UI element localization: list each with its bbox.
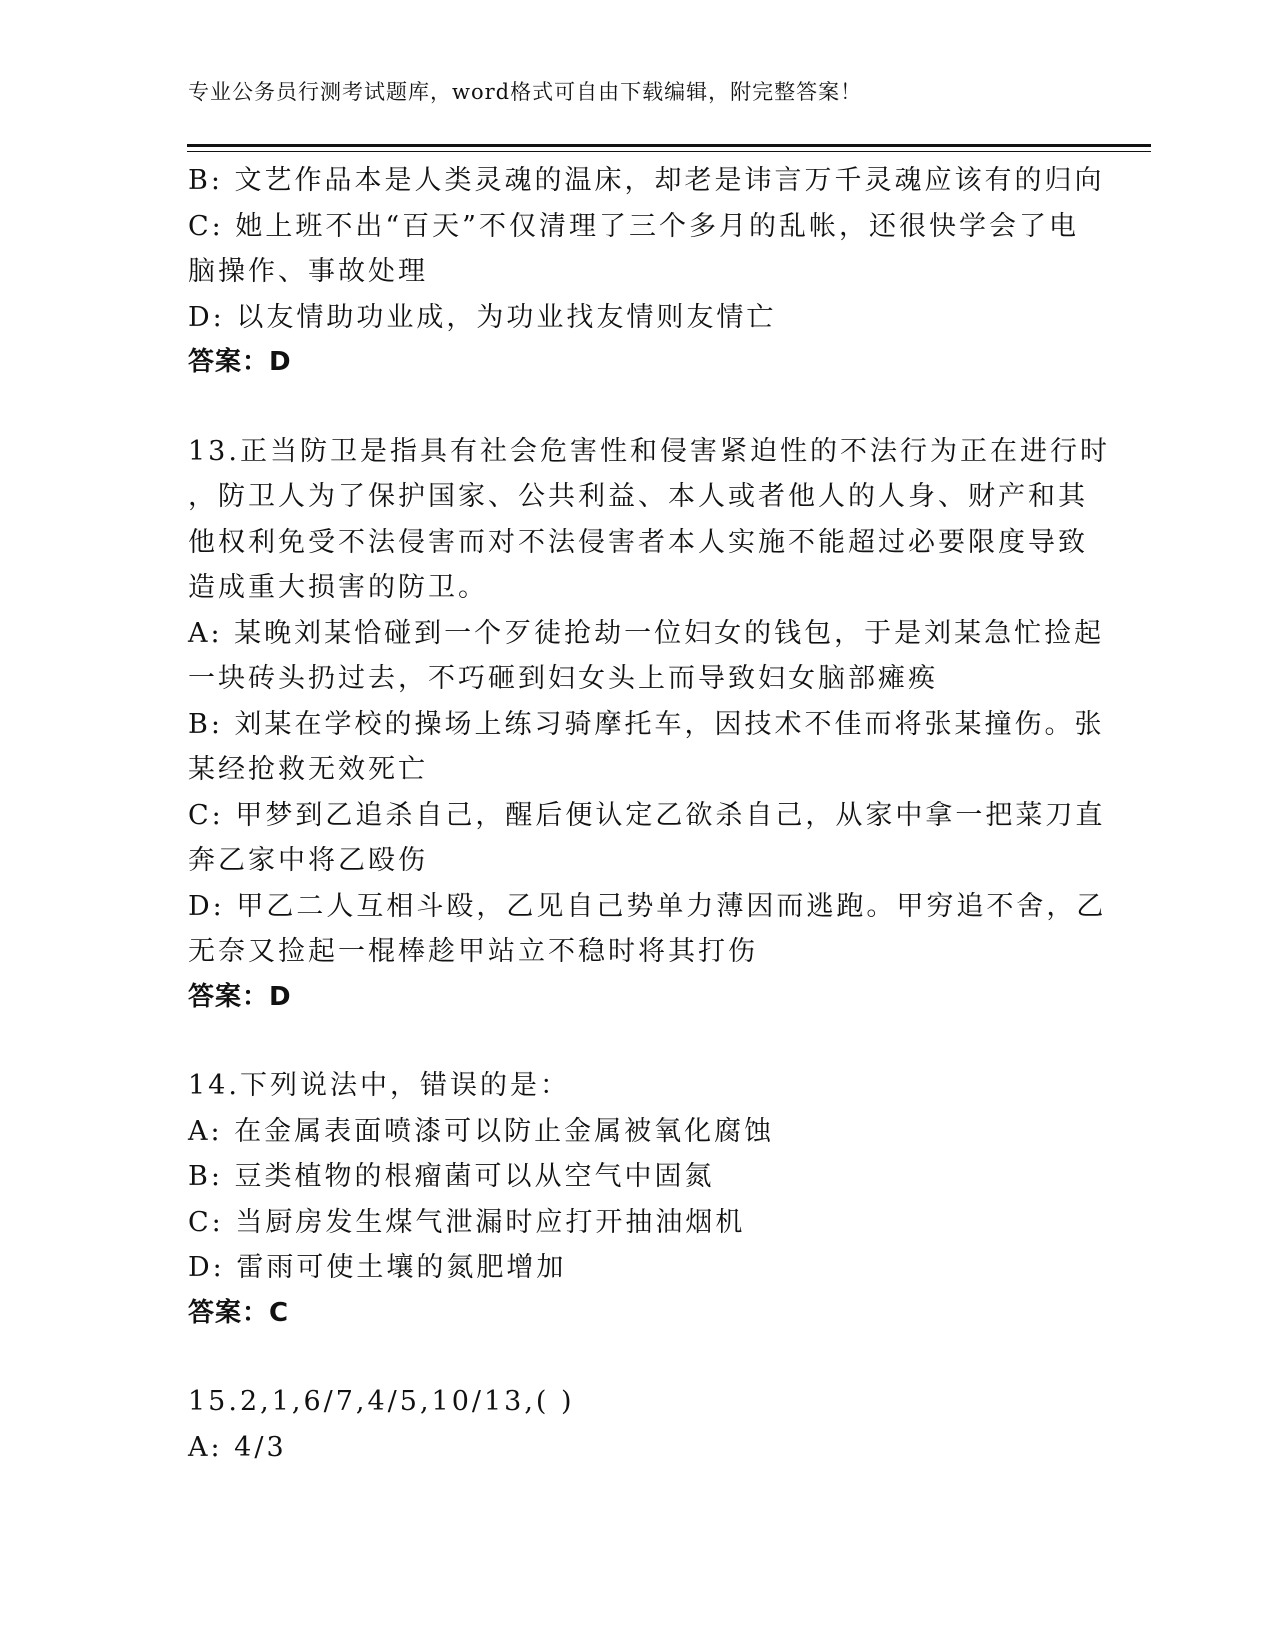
q12-option-d: D: 以友情助功业成，为功业找友情则友情亡 bbox=[188, 301, 777, 333]
q14-answer: 答案：C bbox=[188, 1297, 290, 1328]
header-rule-thin bbox=[187, 151, 1151, 152]
q13-stem-line4: 造成重大损害的防卫。 bbox=[188, 572, 488, 603]
spacer bbox=[188, 386, 1088, 429]
q13-option-d-line1: D: 甲乙二人互相斗殴，乙见自己势单力薄因而逃跑。甲穷追不舍，乙 bbox=[188, 890, 1107, 922]
page-header: 专业公务员行测考试题库，word格式可自由下载编辑，附完整答案！ bbox=[188, 80, 863, 104]
spacer bbox=[188, 1336, 1088, 1379]
q13-option-b-line1: B: 刘某在学校的操场上练习骑摩托车，因技术不佳而将张某撞伤。张 bbox=[188, 708, 1105, 740]
header-rule-thick bbox=[187, 144, 1151, 147]
q13-answer: 答案：D bbox=[188, 981, 292, 1012]
q15-option-a: A: 4/3 bbox=[188, 1431, 287, 1463]
q13-stem-line3: 他权利免受不法侵害而对不法侵害者本人实施不能超过必要限度导致 bbox=[188, 526, 1088, 558]
q13-option-b-line2: 某经抢救无效死亡 bbox=[188, 754, 428, 785]
q14-option-b: B: 豆类植物的根瘤菌可以从空气中固氮 bbox=[188, 1161, 715, 1192]
q14-stem: 14.下列说法中，错误的是： bbox=[188, 1070, 570, 1101]
q13-option-c-line1: C: 甲梦到乙追杀自己，醒后便认定乙欲杀自己，从家中拿一把菜刀直 bbox=[188, 799, 1106, 831]
q15-stem: 15.2,1,6/7,4/5,10/13,( ) bbox=[188, 1386, 575, 1417]
question-14 bbox=[188, 1063, 1088, 1336]
question-13 bbox=[188, 429, 1110, 1021]
spacer bbox=[188, 1020, 1088, 1063]
q13-option-d-line2: 无奈又捡起一棍棒趁甲站立不稳时将其打伤 bbox=[188, 936, 758, 967]
q14-option-d: D: 雷雨可使土壤的氮肥增加 bbox=[188, 1252, 567, 1283]
q13-option-a-line1: A: 某晚刘某恰碰到一个歹徒抢劫一位妇女的钱包，于是刘某急忙捡起 bbox=[188, 617, 1105, 649]
q12-answer: 答案：D bbox=[188, 347, 292, 377]
q13-stem-line1: 13.正当防卫是指具有社会危害性和侵害紧迫性的不法行为正在进行时 bbox=[188, 435, 1110, 467]
q13-stem-line2: ，防卫人为了保护国家、公共利益、本人或者他人的人身、财产和其 bbox=[188, 481, 1088, 512]
question-12 bbox=[188, 158, 1105, 386]
q12-option-b: B: 文艺作品本是人类灵魂的温床，却老是讳言万千灵魂应该有的归向 bbox=[188, 165, 1105, 196]
document-body bbox=[188, 158, 1110, 1470]
q13-option-a-line2: 一块砖头扔过去，不巧砸到妇女头上而导致妇女脑部瘫痪 bbox=[188, 663, 938, 694]
q14-option-a: A: 在金属表面喷漆可以防止金属被氧化腐蚀 bbox=[188, 1115, 775, 1147]
q12-option-c-line2: 脑操作、事故处理 bbox=[188, 256, 428, 287]
q14-option-c: C: 当厨房发生煤气泄漏时应打开抽油烟机 bbox=[188, 1206, 746, 1238]
question-15 bbox=[188, 1379, 1088, 1470]
q13-option-c-line2: 奔乙家中将乙殴伤 bbox=[188, 845, 428, 876]
q12-option-c-line1: C: 她上班不出“百天”不仅清理了三个多月的乱帐，还很快学会了电 bbox=[188, 210, 1079, 242]
